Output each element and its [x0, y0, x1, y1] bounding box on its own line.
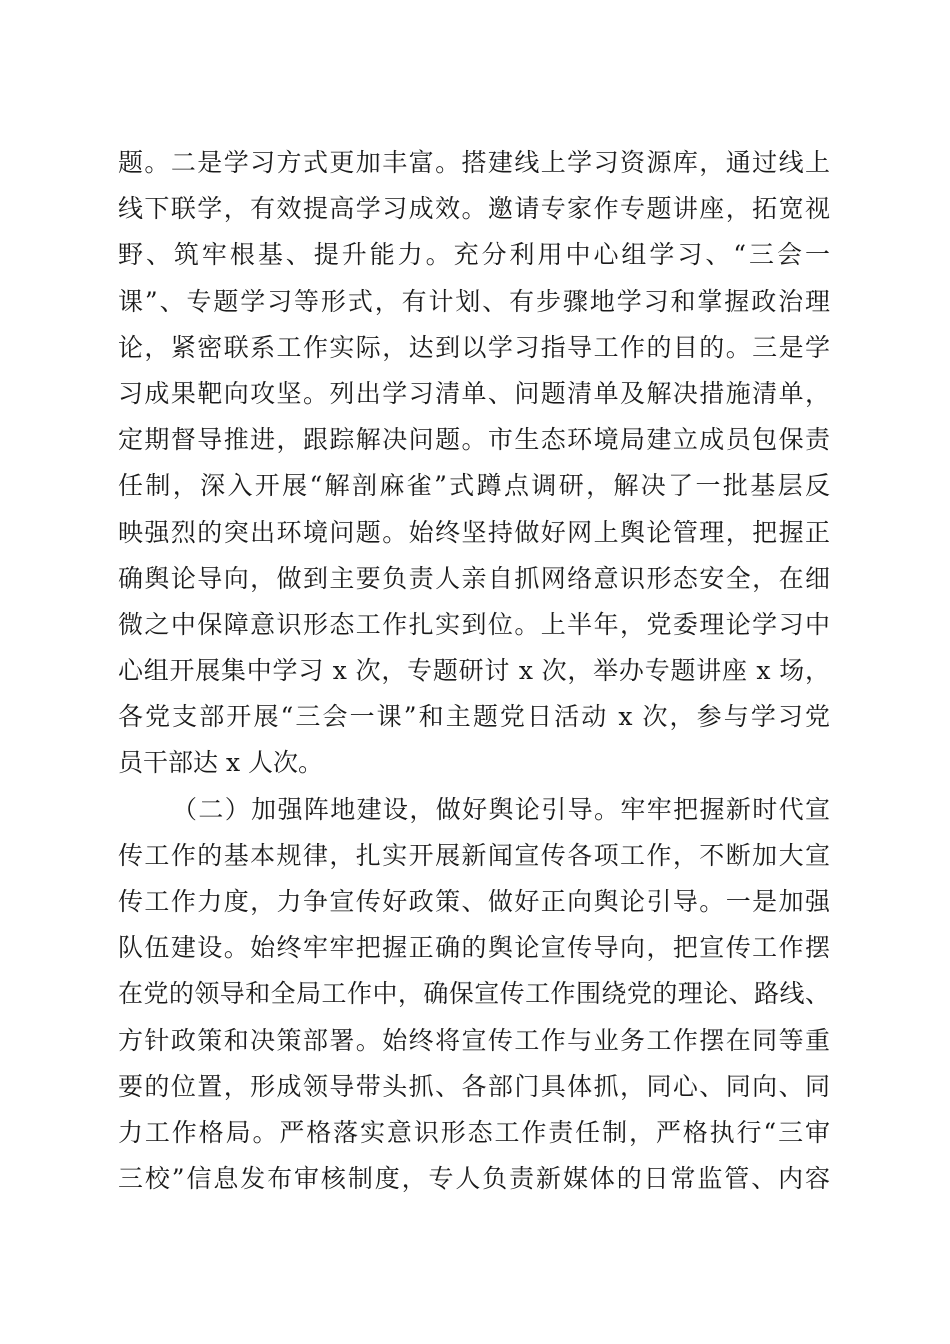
text-line: 课”、专题学习等形式，有计划、有步骤地学习和掌握政治理 — [118, 286, 830, 316]
text-line: 微之中保障意识形态工作扎实到位。上半年，党委理论学习中 — [118, 609, 830, 639]
text-line: 心组开展集中学习 x 次，专题研讨 x 次，举办专题讲座 x 场， — [118, 656, 830, 686]
text-line: 员干部达 x 人次。 — [118, 748, 323, 778]
text-line: 三校”信息发布审核制度，专人负责新媒体的日常监管、内容 — [118, 1164, 830, 1194]
document-body — [118, 140, 830, 1202]
text-line: 传工作力度，力争宣传好政策、做好正向舆论引导。一是加强 — [118, 887, 830, 916]
section-heading-line: （二）加强阵地建设，做好舆论引导。牢牢把握新时代宣 — [172, 794, 830, 824]
text-line: 在党的领导和全局工作中，确保宣传工作围绕党的理论、路线、 — [118, 979, 830, 1009]
text-line: 力工作格局。严格落实意识形态工作责任制，严格执行“三审 — [118, 1117, 830, 1147]
text-line: 野、筑牢根基、提升能力。充分利用中心组学习、“三会一 — [118, 240, 830, 270]
text-line: 确舆论导向，做到主要负责人亲自抓网络意识形态安全，在细 — [118, 563, 830, 593]
text-line: 映强烈的突出环境问题。始终坚持做好网上舆论管理，把握正 — [118, 517, 830, 547]
text-line: 传工作的基本规律，扎实开展新闻宣传各项工作，不断加大宣 — [118, 840, 830, 870]
text-line: 定期督导推进，跟踪解决问题。市生态环境局建立成员包保责 — [118, 425, 830, 455]
text-line: 习成果靶向攻坚。列出学习清单、问题清单及解决措施清单， — [118, 378, 830, 408]
text-line: 队伍建设。始终牢牢把握正确的舆论宣传导向，把宣传工作摆 — [118, 933, 830, 963]
text-line: 要的位置，形成领导带头抓、各部门具体抓，同心、同向、同 — [118, 1071, 830, 1101]
text-line: 线下联学，有效提高学习成效。邀请专家作专题讲座，拓宽视 — [118, 194, 830, 224]
text-line: 各党支部开展“三会一课”和主题党日活动 x 次，参与学习党 — [118, 702, 830, 732]
text-line: 论，紧密联系工作实际，达到以学习指导工作的目的。三是学 — [118, 332, 830, 362]
text-line: 方针政策和决策部署。始终将宣传工作与业务工作摆在同等重 — [118, 1025, 830, 1055]
text-line: 题。二是学习方式更加丰富。搭建线上学习资源库，通过线上 — [118, 148, 830, 177]
text-line: 任制，深入开展“解剖麻雀”式蹲点调研，解决了一批基层反 — [118, 471, 830, 501]
